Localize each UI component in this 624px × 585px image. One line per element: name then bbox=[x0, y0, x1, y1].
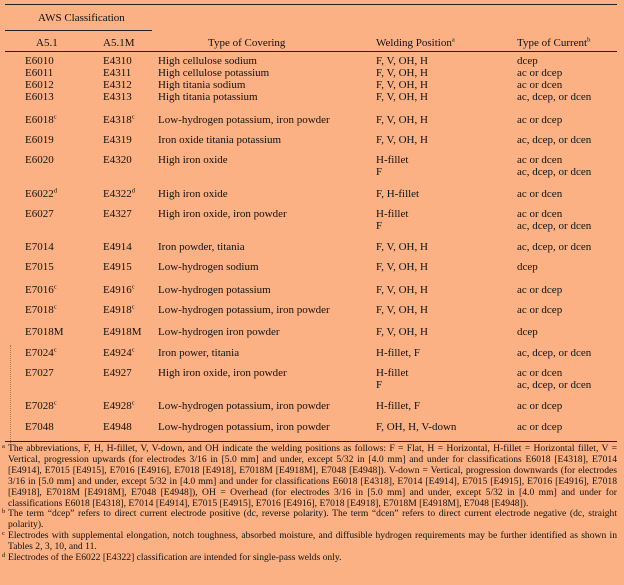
col-position-note: a bbox=[451, 36, 455, 44]
a51m-class-cell bbox=[103, 262, 132, 274]
covering-cell-text: Iron power, titania bbox=[158, 347, 240, 359]
position-cell bbox=[376, 189, 419, 201]
a51-class-cell-note: c bbox=[53, 303, 57, 311]
footnote-mark: a bbox=[2, 443, 5, 450]
a51-class-cell bbox=[25, 285, 57, 297]
covering-cell-text: Iron oxide titania potassium bbox=[158, 134, 282, 146]
a51-class-cell bbox=[25, 368, 54, 380]
covering-cell-text: Low-hydrogen potassium, iron powder bbox=[158, 304, 330, 316]
a51-class-cell-note: c bbox=[53, 399, 57, 407]
covering-cell bbox=[158, 115, 330, 127]
footnote-mark: d bbox=[2, 552, 6, 560]
a51-class-cell bbox=[25, 115, 57, 127]
aws-classification-heading: AWS Classification bbox=[38, 12, 125, 24]
covering-cell bbox=[158, 189, 228, 201]
a51-class-cell-text: E7014 bbox=[25, 241, 54, 253]
a51m-class-cell bbox=[103, 135, 132, 147]
a51-class-cell-text: E7027 bbox=[25, 367, 54, 379]
a51-class-cell-text: E7016 bbox=[25, 284, 54, 296]
a51m-class-cell-text: E4312 bbox=[103, 79, 132, 91]
a51m-class-cell-text: E4318 bbox=[103, 114, 132, 126]
position-cell-line: F, V, OH, H bbox=[376, 91, 428, 103]
header-rule bbox=[5, 51, 617, 52]
current-cell bbox=[517, 401, 562, 413]
covering-cell-text: Iron powder, titania bbox=[158, 241, 245, 253]
covering-cell-text: High cellulose sodium bbox=[158, 55, 257, 67]
covering-cell-text: Low-hydrogen potassium, iron powder bbox=[158, 114, 330, 126]
a51-class-cell-note: d bbox=[53, 187, 57, 195]
footnote-d bbox=[2, 552, 617, 564]
a51m-class-cell bbox=[103, 155, 132, 167]
position-cell-line: F bbox=[376, 378, 383, 391]
footnote-mark: b bbox=[2, 508, 6, 516]
covering-cell bbox=[158, 285, 271, 297]
a51m-class-cell-text: E4927 bbox=[103, 367, 132, 379]
covering-cell-text: High iron oxide bbox=[158, 154, 228, 166]
a51-class-cell bbox=[25, 348, 57, 360]
position-cell bbox=[376, 115, 428, 127]
position-cell-line: F, V, OH, H bbox=[376, 55, 428, 67]
position-cell bbox=[376, 262, 428, 274]
a51m-class-cell bbox=[103, 285, 135, 297]
current-cell bbox=[517, 115, 562, 127]
a51-class-cell bbox=[25, 262, 54, 274]
footnote-text: Electrodes of the E6022 [E4322] classification are intended for single-pass welds only. bbox=[8, 552, 342, 564]
covering-cell-text: High cellulose potassium bbox=[158, 67, 270, 79]
covering-cell bbox=[158, 80, 245, 92]
covering-cell-text: High titania sodium bbox=[158, 79, 246, 91]
col-a51m-header: A5.1M bbox=[103, 37, 135, 49]
a51-class-cell-text: E7018M bbox=[25, 326, 64, 338]
covering-cell bbox=[158, 262, 259, 274]
a51m-class-cell bbox=[103, 348, 135, 360]
footnote-b bbox=[2, 508, 617, 531]
current-cell bbox=[517, 242, 591, 254]
current-cell bbox=[517, 135, 591, 147]
a51m-class-cell bbox=[103, 305, 135, 317]
covering-cell-text: High iron oxide, iron powder bbox=[158, 367, 287, 379]
a51m-class-cell-text: E4319 bbox=[103, 134, 132, 146]
position-cell bbox=[376, 422, 456, 434]
position-cell-line: F, V, OH, H bbox=[376, 326, 428, 338]
current-cell bbox=[517, 80, 562, 92]
position-cell bbox=[376, 135, 428, 147]
position-cell-line: F bbox=[376, 219, 383, 232]
current-cell-line: ac or dcep bbox=[517, 421, 563, 433]
col-current-header bbox=[517, 37, 590, 49]
position-cell bbox=[376, 305, 428, 317]
position-cell-line: H-fillet, F bbox=[376, 347, 420, 359]
covering-cell-text: Low-hydrogen sodium bbox=[158, 261, 259, 273]
position-cell-line: F, V, OH, H bbox=[376, 79, 428, 91]
col-position-label: Welding Position bbox=[376, 37, 452, 49]
a51-class-cell-text: E6027 bbox=[25, 208, 54, 220]
position-cell bbox=[376, 80, 428, 92]
a51m-class-cell-text: E4928 bbox=[103, 400, 132, 412]
a51m-class-cell-text: E4322 bbox=[103, 188, 132, 200]
position-cell bbox=[376, 68, 428, 80]
current-cell bbox=[517, 368, 591, 391]
group-rule bbox=[5, 30, 152, 31]
position-cell-line: F, H-fillet bbox=[376, 188, 420, 200]
current-cell-line: dcep bbox=[517, 261, 538, 273]
a51m-class-cell bbox=[103, 327, 142, 339]
current-cell-line: ac or dcen bbox=[517, 208, 563, 220]
covering-cell bbox=[158, 209, 287, 221]
current-cell-line: dcep bbox=[517, 326, 538, 338]
margin-dots bbox=[10, 345, 13, 445]
a51-class-cell bbox=[25, 155, 54, 167]
covering-cell bbox=[158, 92, 258, 104]
a51-class-cell bbox=[25, 92, 54, 104]
a51m-class-cell-text: E4313 bbox=[103, 91, 132, 103]
footnotes bbox=[2, 443, 617, 564]
a51-class-cell-text: E6022 bbox=[25, 188, 54, 200]
a51-class-cell-text: E6012 bbox=[25, 79, 54, 91]
a51m-class-cell-text: E4320 bbox=[103, 154, 132, 166]
a51m-class-cell bbox=[103, 401, 135, 413]
col-current-label: Type of Current bbox=[517, 37, 588, 49]
a51m-class-cell-note: c bbox=[131, 346, 135, 354]
a51m-class-cell-text: E4918 bbox=[103, 304, 132, 316]
col-position-header bbox=[376, 37, 455, 49]
a51-class-cell-text: E6019 bbox=[25, 134, 54, 146]
current-cell-line: ac or dcen bbox=[517, 154, 563, 166]
col-covering-header: Type of Covering bbox=[208, 37, 286, 49]
position-cell bbox=[376, 209, 408, 232]
covering-cell bbox=[158, 68, 269, 80]
position-cell-line: H-fillet bbox=[376, 208, 409, 220]
a51m-class-cell-text: E4311 bbox=[103, 67, 132, 79]
current-cell bbox=[517, 189, 562, 201]
current-cell-line: ac or dcep bbox=[517, 67, 563, 79]
a51m-class-cell-note: c bbox=[131, 113, 135, 121]
current-cell-line: ac, dcep, or dcen bbox=[517, 134, 592, 146]
position-cell-line: F, V, OH, H bbox=[376, 241, 428, 253]
current-cell bbox=[517, 155, 591, 178]
covering-cell bbox=[158, 242, 245, 254]
a51-class-cell bbox=[25, 305, 57, 317]
position-cell-line: F, V, OH, H bbox=[376, 134, 428, 146]
position-cell bbox=[376, 401, 420, 413]
a51m-class-cell-note: d bbox=[131, 187, 135, 195]
covering-cell bbox=[158, 305, 330, 317]
a51-class-cell-text: E6011 bbox=[25, 67, 54, 79]
position-cell-line: H-fillet, F bbox=[376, 400, 420, 412]
covering-cell-text: Low-hydrogen potassium, iron powder bbox=[158, 421, 330, 433]
current-cell bbox=[517, 285, 562, 297]
position-cell bbox=[376, 56, 428, 68]
footnote-a bbox=[2, 443, 617, 509]
covering-cell bbox=[158, 56, 257, 68]
a51m-class-cell-text: E4916 bbox=[103, 284, 132, 296]
covering-cell-text: Low-hydrogen potassium bbox=[158, 284, 271, 296]
a51m-class-cell bbox=[103, 209, 132, 221]
current-cell-line: ac or dcep bbox=[517, 284, 563, 296]
current-cell-line: ac or dcep bbox=[517, 114, 563, 126]
footnote-text: Electrodes with supplemental elongation, notch toughness, absorbed moisture, and diffusible hydrogen requirements may be further identified as shown in Tables 2, 3, 10, and 11. bbox=[8, 530, 617, 553]
current-cell-line: ac or dcen bbox=[517, 188, 563, 200]
current-cell bbox=[517, 348, 591, 360]
a51-class-cell-text: E6013 bbox=[25, 91, 54, 103]
current-cell-line: ac or dcen bbox=[517, 367, 563, 379]
a51-class-cell-note: c bbox=[53, 346, 57, 354]
a51-class-cell bbox=[25, 401, 57, 413]
current-cell-line: ac, dcep, or dcen bbox=[517, 347, 592, 359]
covering-cell bbox=[158, 327, 280, 339]
a51-class-cell bbox=[25, 327, 64, 339]
covering-cell-text: High iron oxide bbox=[158, 188, 228, 200]
a51m-class-cell bbox=[103, 242, 132, 254]
a51-class-cell-note: c bbox=[53, 283, 57, 291]
a51-class-cell-text: E6020 bbox=[25, 154, 54, 166]
position-cell bbox=[376, 368, 408, 391]
a51m-class-cell-text: E4310 bbox=[103, 55, 132, 67]
position-cell-line: F, OH, H, V-down bbox=[376, 421, 457, 433]
position-cell-line: F, V, OH, H bbox=[376, 304, 428, 316]
covering-cell-text: High titania potassium bbox=[158, 91, 258, 103]
current-cell bbox=[517, 56, 538, 68]
position-cell-line: F, V, OH, H bbox=[376, 114, 428, 126]
a51-class-cell-text: E7028 bbox=[25, 400, 54, 412]
current-cell bbox=[517, 92, 591, 104]
a51-class-cell-text: E7018 bbox=[25, 304, 54, 316]
footnote-text: The term “dcep” refers to direct current electrode positive (dc, reverse polarity). The term “dcen” refers to direct current electrode negative (dc, straight polarity). bbox=[8, 508, 617, 531]
current-cell bbox=[517, 327, 538, 339]
covering-cell bbox=[158, 348, 239, 360]
current-cell-line: ac, dcep, or dcen bbox=[517, 378, 592, 391]
a51-class-cell-note: c bbox=[53, 113, 57, 121]
a51m-class-cell-note: c bbox=[131, 303, 135, 311]
current-cell bbox=[517, 305, 562, 317]
a51m-class-cell-text: E4914 bbox=[103, 241, 132, 253]
a51-class-cell bbox=[25, 242, 54, 254]
current-cell bbox=[517, 262, 538, 274]
a51-class-cell bbox=[25, 209, 54, 221]
position-cell bbox=[376, 348, 420, 360]
footnote-text: The abbreviations, F, H, H-fillet, V, V-down, and OH indicate the welding positions as follows: F = Flat, H = Horizontal, H-fillet = Horizontal fillet, V = Vertical, progression upwards (for electrodes 3/16 in [5.0 mm] and under, except 5/32 in [4.0 mm] and under for classifications E6018 [E4318], E7014 [E4914], E7015 [E4915], E7016 [E4916], E7018 [E4918], E7018M [E4918M], E7048 [E4948]). V-down = Vertical, progression downwards (for electrodes 3/16 in [5.0 mm] and under, except 5/32 in [4.0 mm] and under for classifications E6018 [E4318], E7014 [E4914], E7015 [E4915], E7016 [E4916], E7018 [E4918], E7018M [E4918M], E7048 [E4948]), OH = Overhead (for electrodes 3/16 in [5.0 mm] and under, except 5/32 in [4.0 mm] and under for classifications E6018 [E4318], E7014 [E4914], E7015 [E4915], E7016 [E4916], E7018 [E4918], E7018M [E4918M], E7048 [E4948]). bbox=[8, 443, 617, 509]
a51m-class-cell bbox=[103, 56, 132, 68]
covering-cell bbox=[158, 135, 281, 147]
position-cell-line: F, V, OH, H bbox=[376, 261, 428, 273]
a51m-class-cell bbox=[103, 68, 131, 80]
position-cell bbox=[376, 327, 428, 339]
a51-class-cell bbox=[25, 189, 57, 201]
a51m-class-cell bbox=[103, 422, 132, 434]
current-cell bbox=[517, 68, 562, 80]
a51-class-cell bbox=[25, 422, 54, 434]
a51m-class-cell-text: E4327 bbox=[103, 208, 132, 220]
covering-cell bbox=[158, 368, 287, 380]
current-cell bbox=[517, 422, 562, 434]
a51m-class-cell-text: E4918M bbox=[103, 326, 142, 338]
footnote-c bbox=[2, 530, 617, 553]
a51-class-cell-text: E7048 bbox=[25, 421, 54, 433]
a51-class-cell-text: E6010 bbox=[25, 55, 54, 67]
a51-class-cell bbox=[25, 80, 54, 92]
covering-cell-text: Low-hydrogen iron powder bbox=[158, 326, 280, 338]
a51m-class-cell bbox=[103, 80, 132, 92]
current-cell bbox=[517, 209, 591, 232]
current-cell-line: ac or dcep bbox=[517, 304, 563, 316]
position-cell bbox=[376, 155, 408, 178]
a51m-class-cell-note: c bbox=[131, 283, 135, 291]
a51m-class-cell-note: c bbox=[131, 399, 135, 407]
position-cell-line: F, V, OH, H bbox=[376, 284, 428, 296]
a51-class-cell-text: E7024 bbox=[25, 347, 54, 359]
col-current-note: b bbox=[587, 36, 591, 44]
a51m-class-cell bbox=[103, 189, 135, 201]
current-cell-line: ac or dcep bbox=[517, 400, 563, 412]
table-bottom-rule bbox=[5, 441, 617, 442]
position-cell-line: F, V, OH, H bbox=[376, 67, 428, 79]
col-a51-header: A5.1 bbox=[36, 37, 58, 49]
a51-class-cell bbox=[25, 56, 54, 68]
a51-class-cell-text: E7015 bbox=[25, 261, 54, 273]
position-cell bbox=[376, 92, 428, 104]
a51-class-cell-text: E6018 bbox=[25, 114, 54, 126]
top-rule bbox=[5, 4, 617, 5]
current-cell-line: ac, dcep, or dcen bbox=[517, 165, 592, 178]
position-cell-line: H-fillet bbox=[376, 154, 409, 166]
a51m-class-cell bbox=[103, 92, 132, 104]
position-cell-line: H-fillet bbox=[376, 367, 409, 379]
current-cell-line: ac, dcep, or dcen bbox=[517, 219, 592, 232]
a51m-class-cell bbox=[103, 115, 135, 127]
a51m-class-cell-text: E4924 bbox=[103, 347, 132, 359]
current-cell-line: dcep bbox=[517, 55, 538, 67]
covering-cell bbox=[158, 155, 228, 167]
a51m-class-cell-text: E4915 bbox=[103, 261, 132, 273]
current-cell-line: ac or dcen bbox=[517, 79, 563, 91]
current-cell-line: ac, dcep, or dcen bbox=[517, 241, 592, 253]
covering-cell-text: Low-hydrogen potassium, iron powder bbox=[158, 400, 330, 412]
a51-class-cell bbox=[25, 135, 54, 147]
covering-cell bbox=[158, 422, 330, 434]
current-cell-line: ac, dcep, or dcen bbox=[517, 91, 592, 103]
footnote-mark: c bbox=[2, 530, 5, 538]
position-cell-line: F bbox=[376, 165, 383, 178]
a51m-class-cell-text: E4948 bbox=[103, 421, 132, 433]
position-cell bbox=[376, 242, 428, 254]
a51-class-cell bbox=[25, 68, 53, 80]
position-cell bbox=[376, 285, 428, 297]
a51m-class-cell bbox=[103, 368, 132, 380]
covering-cell-text: High iron oxide, iron powder bbox=[158, 208, 287, 220]
covering-cell bbox=[158, 401, 330, 413]
